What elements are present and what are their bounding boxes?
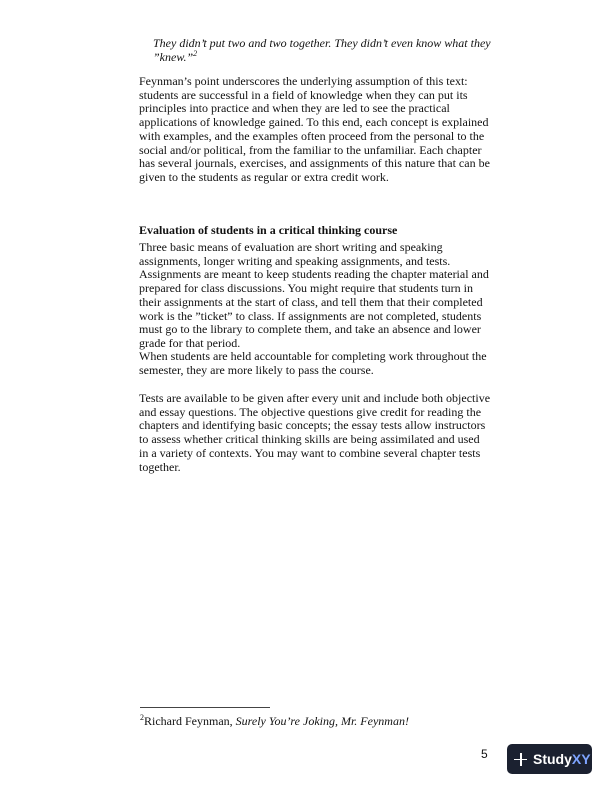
quote-footnote-ref[interactable]: 2 bbox=[193, 49, 198, 58]
paragraph-tests: Tests are available to be given after every unit and include both objective and essay questions. The objective questions give credit for reading the chapters and identifying basic concepts; the essay tests allow instructors to assess whether critical thinking skills are being assimilated and used in a variety of contexts. You may want to combine several chapter tests together. bbox=[139, 391, 491, 474]
block-quote bbox=[153, 36, 513, 64]
studyxy-badge[interactable] bbox=[507, 744, 592, 774]
footnote-divider bbox=[140, 707, 270, 708]
plus-icon bbox=[514, 753, 527, 766]
quote-text: They didn’t put two and two together. They didn’t even know what they ”knew.” bbox=[153, 36, 491, 64]
paragraph-accountability: When students are held accountable for completing work throughout the semester, they are more likely to pass the course. bbox=[139, 349, 487, 377]
footnote-title: Surely You’re Joking, Mr. Feynman! bbox=[235, 714, 409, 728]
paragraph-feynman-point: Feynman’s point underscores the underlying assumption of this text: students are successful in a field of knowledge when they can put its principles into practice and when they are led to see the practical applications of knowledge gained. To this end, each concept is explained with examples, and the examples often proceed from the personal to the social and/or political, from the familiar to the unfamiliar. Each chapter has several journals, exercises, and assignments of this nature that can be given to the students as regular or extra credit work. bbox=[139, 74, 490, 184]
brand-name-part-2: XY bbox=[571, 751, 591, 767]
footnote bbox=[140, 714, 500, 728]
footnote-number: 2 bbox=[140, 713, 144, 722]
footnote-author: Richard Feynman, bbox=[144, 714, 236, 728]
brand-name-part-1: Study bbox=[533, 751, 572, 767]
section-heading: Evaluation of students in a critical thinking course bbox=[139, 223, 398, 237]
page-number: 5 bbox=[481, 747, 488, 761]
paragraph-evaluation-means: Three basic means of evaluation are short writing and speaking assignments, longer writing and speaking assignments, and tests. Assignments are meant to keep students reading the chapter material and prepared for class discussions. You might require that students turn in their assignments at the start of class, and tell them that their completed work is the ”ticket” to class. If assignments are not completed, students must go to the library to complete them, and take an absence and lower grade for that period. bbox=[139, 240, 489, 350]
